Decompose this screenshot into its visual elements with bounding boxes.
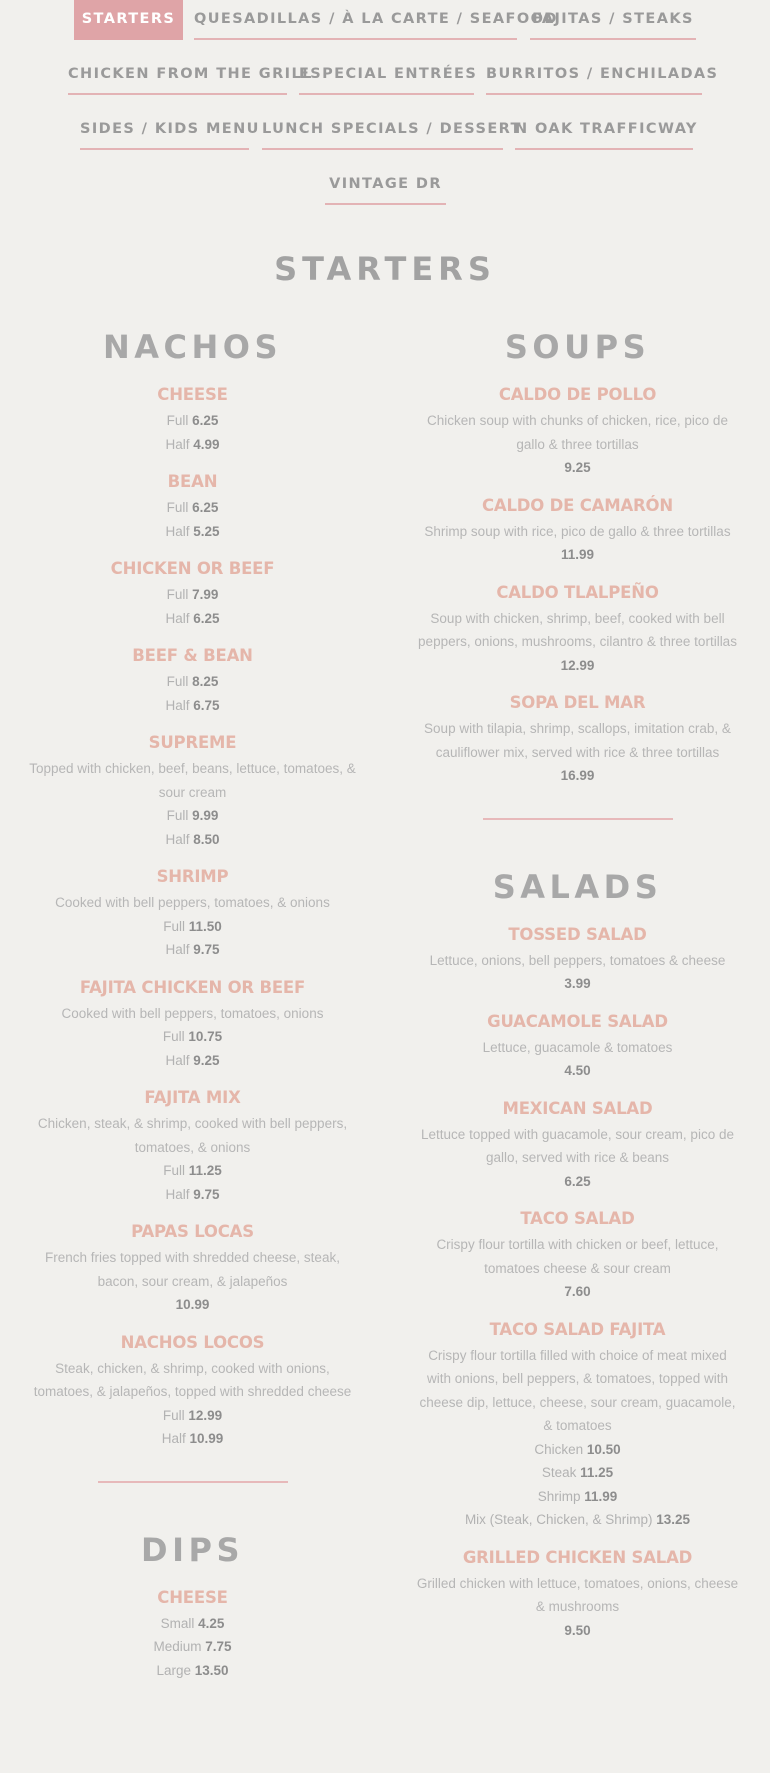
price-value: 9.50 [564, 1622, 591, 1638]
price-value: 13.50 [194, 1662, 229, 1678]
menu-item [415, 494, 740, 567]
price-row [415, 654, 740, 678]
menu-item [415, 1207, 740, 1304]
menu-item [415, 923, 740, 996]
menu-item [25, 731, 360, 851]
menu-item [25, 383, 360, 456]
price-value: 6.25 [193, 610, 220, 626]
price-label: Chicken [534, 1441, 584, 1457]
left-column [25, 322, 360, 1696]
menu-item [25, 644, 360, 717]
menu-nav [0, 0, 770, 212]
menu-item-name: SOPA DEL MAR [509, 693, 646, 712]
menu-item-name: TOSSED SALAD [508, 924, 647, 944]
price-value: 16.99 [560, 768, 595, 783]
menu-item [25, 1220, 360, 1317]
price-value: 10.99 [189, 1431, 224, 1446]
price-value: 6.25 [192, 413, 219, 428]
menu-item [415, 1546, 740, 1643]
price-row [25, 1159, 360, 1183]
tab-quesadillas-a-la-carte-seafood[interactable]: QUESADILLAS / À LA CARTE / SEAFOOD [194, 0, 517, 40]
price-value: 6.25 [564, 1173, 591, 1189]
salads-heading: SALADS [492, 867, 663, 906]
price-row [415, 1438, 740, 1462]
price-label: Half [165, 1052, 190, 1068]
menu-item [415, 383, 740, 480]
price-row [415, 1619, 740, 1643]
menu-item-name: BEAN [167, 472, 218, 491]
menu-item-name: BEEF & BEAN [132, 646, 253, 665]
menu-item-name: NACHOS LOCOS [120, 1332, 265, 1352]
price-label: Mix (Steak, Chicken, & Shrimp) [464, 1512, 653, 1527]
price-label: Full [163, 918, 185, 934]
tab-chicken-from-the-grill[interactable]: CHICKEN FROM THE GRILL [68, 55, 287, 95]
price-row [415, 1461, 740, 1485]
price-value: 8.25 [192, 674, 219, 689]
tab-burritos-enchiladas[interactable]: BURRITOS / ENCHILADAS [486, 55, 702, 95]
menu-item-name: SUPREME [148, 733, 237, 752]
price-label: Full [162, 1407, 185, 1423]
price-row [25, 1049, 360, 1073]
price-label: Half [165, 610, 190, 626]
right-column [415, 322, 740, 1656]
tab-lunch-specials-dessert[interactable]: LUNCH SPECIALS / DESSERT [262, 110, 503, 150]
price-value: 10.50 [586, 1441, 621, 1457]
menu-item-name: MEXICAN SALAD [502, 1098, 653, 1118]
price-label: Half [165, 436, 190, 452]
price-value: 11.99 [560, 547, 595, 562]
menu-item-description: Cooked with bell peppers, tomatoes, & onions [55, 895, 330, 910]
price-row [415, 1280, 740, 1304]
price-label: Medium [153, 1639, 202, 1654]
menu-item-description: Soup with tilapia, shrimp, scallops, imitation crab, & cauliflower mix, served with rice & three tortillas [424, 721, 731, 760]
price-label: Half [165, 697, 190, 713]
menu-item [25, 557, 360, 630]
price-label: Full [166, 674, 189, 689]
price-row [25, 1293, 360, 1317]
price-value: 9.75 [193, 942, 220, 957]
price-label: Half [165, 831, 190, 847]
menu-item-description: Crispy flour tortilla with chicken or beef, lettuce, tomatoes cheese & sour cream [436, 1237, 719, 1276]
menu-item [25, 470, 360, 543]
price-value: 4.50 [564, 1063, 591, 1078]
nachos-list [25, 383, 360, 1451]
menu-item-name: CHICKEN OR BEEF [110, 559, 275, 578]
price-value: 10.75 [188, 1029, 223, 1044]
price-row [415, 543, 740, 567]
price-row [415, 1485, 740, 1509]
price-value: 8.50 [193, 831, 220, 847]
dips-heading: DIPS [141, 1530, 244, 1569]
menu-item-name: GRILLED CHICKEN SALAD [462, 1547, 693, 1567]
price-value: 9.25 [193, 1052, 220, 1068]
price-value: 11.50 [188, 918, 222, 934]
menu-item-description: Cooked with bell peppers, tomatoes, onions [61, 1005, 324, 1021]
price-label: Half [165, 942, 190, 957]
price-label: Full [166, 808, 189, 823]
menu-item-name: CALDO DE CAMARÓN [482, 495, 673, 515]
menu-item-description: Grilled chicken with lettuce, tomatoes, onions, cheese & mushrooms [416, 1575, 739, 1614]
price-value: 5.25 [193, 523, 220, 539]
section-divider [483, 818, 673, 820]
price-row [25, 1404, 360, 1428]
menu-item [25, 865, 360, 962]
price-value: 7.99 [192, 587, 219, 602]
price-row [25, 433, 360, 457]
price-value: 13.25 [656, 1512, 691, 1527]
menu-item-name: CHEESE [157, 385, 228, 404]
menu-item-name: PAPAS LOCAS [131, 1222, 254, 1241]
salads-list [415, 923, 740, 1643]
menu-item-description: French fries topped with shredded cheese, steak, bacon, sour cream, & jalapeños [45, 1250, 340, 1289]
menu-item-description: Shrimp soup with rice, pico de gallo & three tortillas [424, 523, 731, 539]
tab-especial-entrees[interactable]: ESPECIAL ENTRÉES [299, 55, 474, 95]
tab-vintage-dr[interactable]: VINTAGE DR [325, 165, 446, 205]
menu-item-description: Lettuce, onions, bell peppers, tomatoes & cheese [429, 952, 726, 968]
price-row [25, 1659, 360, 1683]
price-label: Full [166, 500, 189, 515]
dips-list [25, 1586, 360, 1683]
menu-item-description: Chicken soup with chunks of chicken, rice, pico de gallo & three tortillas [427, 413, 728, 452]
tab-n-oak-trafficway[interactable]: N OAK TRAFFICWAY [515, 110, 693, 150]
price-value: 9.75 [193, 1186, 220, 1202]
price-value: 10.99 [175, 1297, 210, 1312]
menu-item [415, 581, 740, 678]
price-row [25, 1025, 360, 1049]
price-row [25, 607, 360, 631]
price-label: Full [166, 587, 189, 602]
price-row [415, 972, 740, 996]
price-value: 11.25 [188, 1163, 222, 1178]
menu-item [415, 691, 740, 788]
price-row [25, 1635, 360, 1659]
menu-item-name: TACO SALAD [520, 1209, 635, 1228]
price-label: Small [160, 1615, 195, 1631]
menu-item [25, 1586, 360, 1683]
price-label: Half [165, 523, 190, 539]
price-value: 11.25 [580, 1465, 614, 1480]
price-label: Shrimp [537, 1488, 581, 1504]
price-value: 12.99 [188, 1407, 223, 1423]
menu-item-description: Crispy flour tortilla filled with choice of meat mixed with onions, bell peppers, & tomatoes, topped with cheese dip, lettuce, cheese, sour cream, guacamole, & tomatoes [419, 1347, 736, 1433]
price-row [415, 1508, 740, 1532]
price-value: 3.99 [564, 976, 591, 991]
menu-item [415, 1097, 740, 1194]
menu-item-description: Lettuce topped with guacamole, sour cream, pico de gallo, served with rice & beans [421, 1126, 734, 1165]
menu-item-name: TACO SALAD FAJITA [489, 1319, 666, 1339]
tab-starters[interactable]: STARTERS [74, 0, 183, 40]
price-row [25, 1612, 360, 1636]
price-row [25, 496, 360, 520]
menu-item-description: Chicken, steak, & shrimp, cooked with bell peppers, tomatoes, & onions [37, 1116, 348, 1155]
price-row [415, 764, 740, 788]
price-value: 4.25 [198, 1615, 225, 1631]
page-title: STARTERS [274, 250, 496, 288]
tab-fajitas-steaks[interactable]: FAJITAS / STEAKS [530, 0, 696, 40]
price-row [25, 828, 360, 852]
menu-item [25, 976, 360, 1073]
menu-item-name: FAJITA CHICKEN OR BEEF [79, 977, 306, 997]
price-value: 7.60 [564, 1284, 591, 1299]
menu-item-description: Soup with chicken, shrimp, beef, cooked with bell peppers, onions, mushrooms, cilantro & three tortillas [418, 610, 737, 649]
price-row [25, 670, 360, 694]
price-row [25, 409, 360, 433]
soups-list [415, 383, 740, 788]
tab-sides-kids-menu[interactable]: SIDES / KIDS MENU [80, 110, 249, 150]
menu-item-name: GUACAMOLE SALAD [487, 1011, 668, 1031]
price-value: 9.99 [192, 808, 219, 823]
price-label: Half [161, 1431, 186, 1446]
price-value: 12.99 [560, 657, 595, 673]
price-row [25, 804, 360, 828]
price-row [25, 583, 360, 607]
menu-item [415, 1010, 740, 1083]
price-row [25, 1183, 360, 1207]
price-row [415, 1059, 740, 1083]
price-row [415, 1170, 740, 1194]
price-label: Full [162, 1029, 185, 1044]
price-value: 6.75 [193, 697, 220, 713]
menu-item-name: FAJITA MIX [144, 1088, 241, 1107]
price-label: Full [166, 413, 189, 428]
soups-heading: SOUPS [504, 328, 651, 366]
menu-item [25, 1331, 360, 1451]
menu-item-name: CALDO TLALPEÑO [496, 582, 659, 602]
menu-item-description: Lettuce, guacamole & tomatoes [482, 1039, 673, 1055]
menu-item-name: CALDO DE POLLO [498, 385, 657, 404]
price-label: Full [163, 1163, 185, 1178]
menu-item-name: SHRIMP [156, 867, 229, 886]
price-value: 9.25 [564, 460, 591, 475]
price-row [25, 694, 360, 718]
menu-item-name: CHEESE [157, 1587, 228, 1607]
nachos-heading: NACHOS [102, 328, 283, 366]
price-value: 7.75 [205, 1639, 232, 1654]
price-value: 4.99 [193, 436, 220, 452]
price-row [25, 1427, 360, 1451]
price-label: Half [165, 1186, 190, 1202]
price-row [25, 915, 360, 939]
menu-item-description: Steak, chicken, & shrimp, cooked with onions, tomatoes, & jalapeños, topped with shredded cheese [33, 1360, 352, 1399]
menu-item-description: Topped with chicken, beef, beans, lettuce, tomatoes, & sour cream [29, 761, 356, 800]
price-row [25, 938, 360, 962]
menu-item [415, 1318, 740, 1532]
price-row [25, 520, 360, 544]
section-divider [98, 1481, 288, 1483]
price-label: Steak [541, 1465, 577, 1480]
menu-item [25, 1086, 360, 1206]
price-value: 6.25 [192, 500, 219, 515]
price-label: Large [156, 1662, 191, 1678]
price-value: 11.99 [584, 1488, 618, 1504]
price-row [415, 456, 740, 480]
